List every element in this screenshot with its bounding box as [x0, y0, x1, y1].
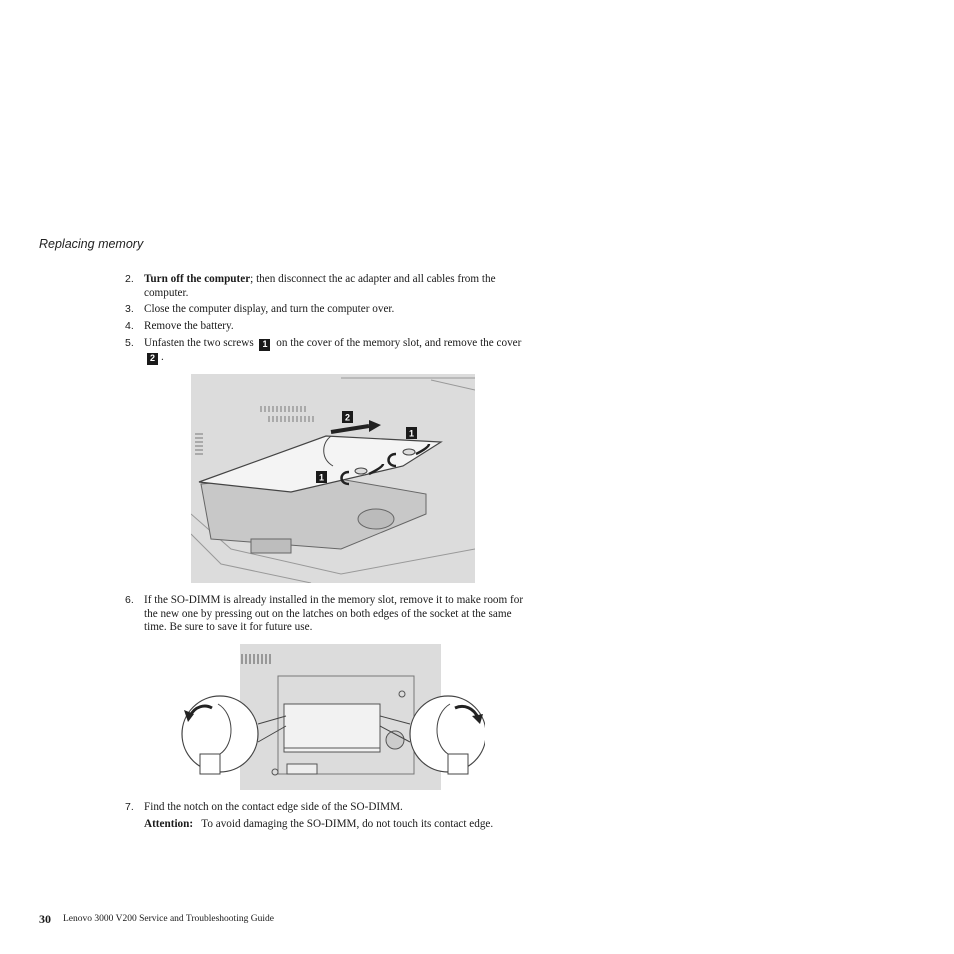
step-number: 4. [125, 320, 134, 332]
step-text-b: on the cover of the memory slot, and remove the cover [276, 337, 522, 349]
figure-callout-1b: 1 [318, 472, 325, 483]
step-text-rest: ; then disconnect the ac adapter and all cables from the computer. [144, 273, 496, 299]
cover-removal-illustration [191, 374, 475, 583]
step-number: 3. [125, 303, 134, 315]
attention-label: Attention: [144, 818, 194, 830]
step-number: 5. [125, 337, 134, 349]
step-number: 2. [125, 273, 134, 285]
figure-callout-2: 2 [344, 412, 351, 423]
figure-latch-release [180, 644, 485, 797]
step-text-c: . [161, 351, 164, 363]
page-number: 30 [39, 912, 51, 926]
step-text: Close the computer display, and turn the computer over. [144, 303, 395, 315]
attention-body: To avoid damaging the SO-DIMM, do not touch its contact edge. [201, 818, 494, 830]
footer-title: Lenovo 3000 V200 Service and Troubleshooting Guide [63, 914, 274, 924]
step-bold-text: Turn off the computer [144, 273, 251, 285]
step-number: 6. [125, 594, 134, 606]
step-text-a: Unfasten the two screws [144, 337, 254, 349]
section-title: Replacing memory [39, 237, 144, 251]
figure-cover-removal [191, 374, 475, 588]
step-text [144, 273, 524, 300]
step-text: Remove the battery. [144, 320, 234, 332]
step-number: 7. [125, 801, 134, 813]
callout-2: 2 [147, 353, 158, 365]
attention-text [144, 818, 524, 832]
callout-1: 1 [259, 339, 270, 351]
step-text: If the SO-DIMM is already installed in the memory slot, remove it to make room for the new one by pressing out on the latches on both edges of the socket at the same time. Be sure to save it for future use. [144, 594, 524, 634]
step-text: Find the notch on the contact edge side of the SO-DIMM. [144, 801, 403, 813]
latch-release-illustration [180, 644, 485, 792]
figure-callout-1a: 1 [408, 428, 415, 439]
step-text [144, 337, 524, 365]
